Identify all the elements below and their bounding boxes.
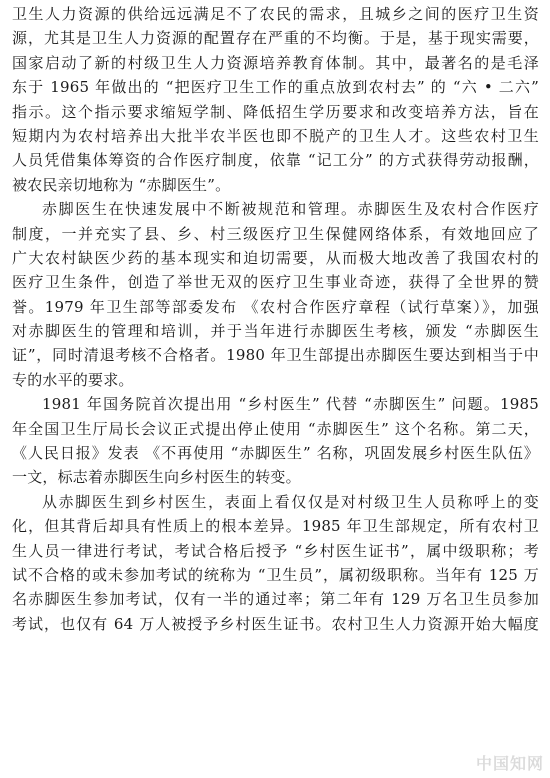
text-line: 从赤脚医生到乡村医生，表面上看仅仅是对村级卫生人员称呼上的变 [42,492,539,511]
text-line: 名赤脚医生参加考试，仅有一半的通过率；第二年有 129 万名卫生员参加 [12,590,539,609]
text-line: 卫生人力资源的供给远远满足不了农民的需求，且城乡之间的医疗卫生资 [12,5,539,23]
text-line: 1981 年国务院首次提出用 “乡村医生” 代替 “赤脚医生” 问题。1985 [42,395,539,414]
text-line: 生人员一律进行考试，考试合格后授予 “乡村医生证书”，属中级职称；考 [12,541,539,560]
text-line: 制度，一并充实了县、乡、村三级医疗卫生保健网络体系，有效地回应了 [12,224,539,243]
text-line: 对赤脚医生的管理和培训，并于当年进行赤脚医生考核，颁发 “赤脚医生 [12,322,539,341]
document-body [12,2,539,636]
text-line: 专的水平的要求。 [12,370,134,389]
text-line: 人员凭借集体筹资的合作医疗制度，依靠 “记工分” 的方式获得劳动报酬， [12,151,539,170]
text-line: 医疗卫生条件，创造了举世无双的医疗卫生事业奇迹，获得了全世界的赞 [12,273,539,292]
text-line: 化，但其背后却具有性质上的根本差异。1985 年卫生部规定，所有农村卫 [12,517,539,536]
text-line: 源，尤其是卫生人力资源的配置存在严重的不均衡。于是，基于现实需要， [12,29,539,48]
text-line: 《人民日报》发表 《不再使用 “赤脚医生” 名称，巩固发展乡村医生队伍》 [12,444,539,463]
text-line: 证”，同时清退考核不合格者。1980 年卫生部提出赤脚医生要达到相当于中 [12,346,539,365]
text-line: 一文，标志着赤脚医生向乡村医生的转变。 [12,468,301,487]
text-line: 指示。这个指示要求缩短学制、降低招生学历要求和改变培养方法，旨在 [12,102,539,121]
text-line: 被农民亲切地称为 “赤脚医生”。 [12,175,231,194]
text-line: 年全国卫生厅局长会议正式提出停止使用 “赤脚医生” 这个名称。第二天， [12,419,539,438]
text-line: 东于 1965 年做出的 “把医疗卫生工作的重点放到农村去” 的 “六 • 二六” [12,78,539,97]
text-line: 国家启动了新的村级卫生人力资源培养教育体制。其中，最著名的是毛泽 [12,53,539,72]
text-line: 短期内为农村培养出大批半农半医也即不脱产的卫生人才。这些农村卫生 [12,126,539,145]
text-line: 赤脚医生在快速发展中不断被规范和管理。赤脚医生及农村合作医疗 [42,200,539,219]
text-line: 试不合格的或未参加考试的统称为 “卫生员”，属初级职称。当年有 125 万 [12,565,539,584]
text-line: 考试，也仅有 64 万人被授予乡村医生证书。农村卫生人力资源开始大幅度 [12,614,539,633]
text-line: 誉。1979 年卫生部等部委发布 《农村合作医疗章程（试行草案）》，加强 [12,297,539,316]
watermark: 中国知网 [475,754,544,773]
text-line: 广大农村缺医少药的基本现实和迫切需要，从而极大地改善了我国农村的 [12,248,539,267]
